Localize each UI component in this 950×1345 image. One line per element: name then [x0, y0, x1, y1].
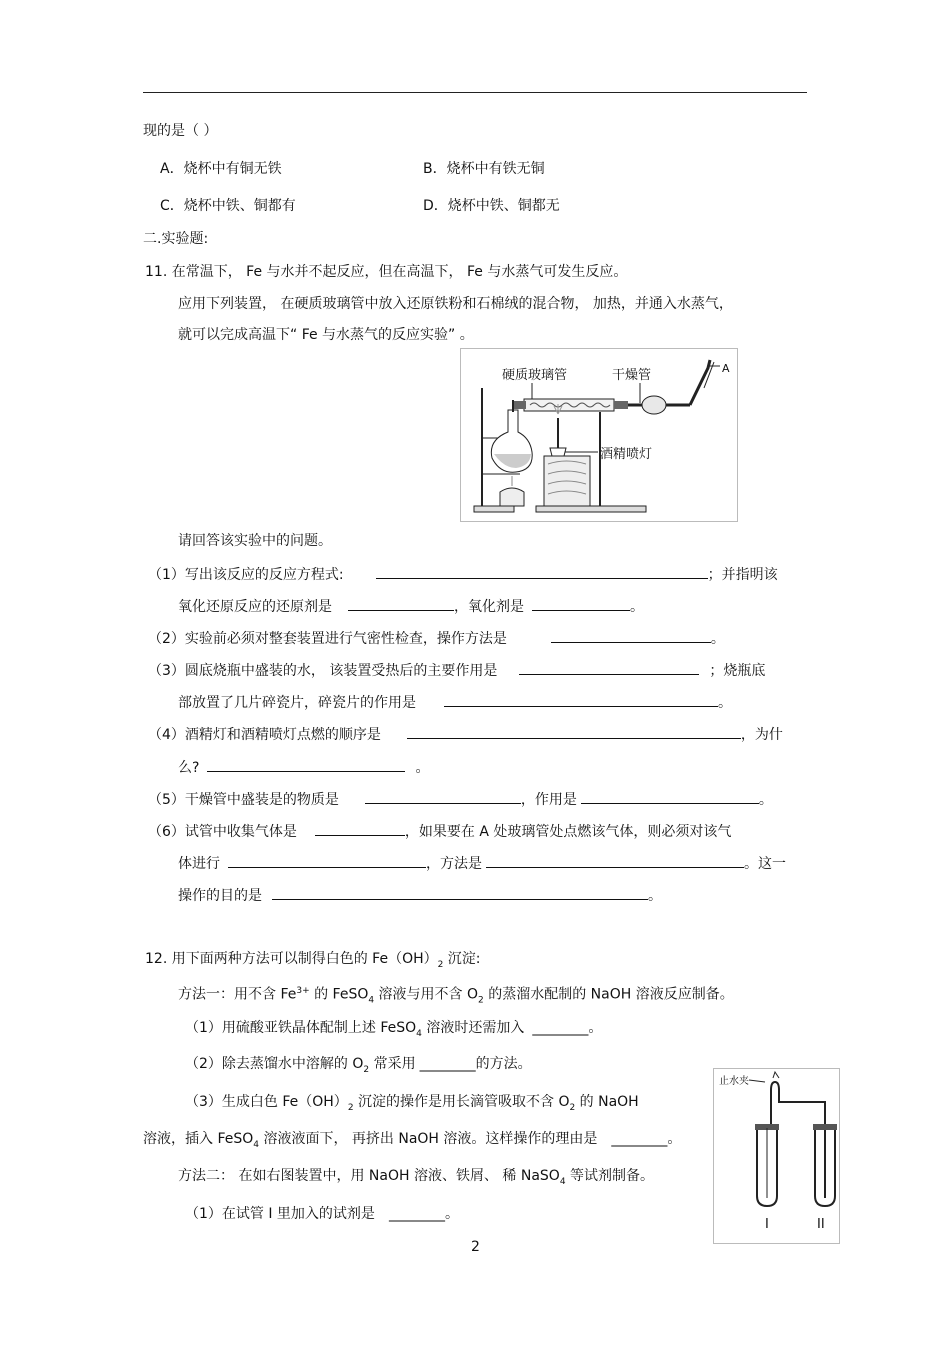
q12-sub3-sub3: 4 — [253, 1139, 259, 1150]
q12-line1 — [145, 950, 481, 974]
q12-sub3-b: 沉淀的操作是用长滴管吸取不含 O — [353, 1094, 570, 1110]
answer-blank-chips-role[interactable] — [444, 692, 718, 707]
label-hard-glass-tube: 硬质玻璃管 — [502, 368, 568, 383]
q12-sub3-sub2: 2 — [569, 1102, 576, 1113]
q12-sub3-end: 。 — [667, 1131, 682, 1147]
q12-method2-part1-end: 。 — [444, 1206, 459, 1222]
q11-part4-line1 — [148, 724, 783, 744]
q11-part3-line2 — [178, 692, 732, 712]
q11-part1-text: （1）写出该反应的反应方程式: — [148, 567, 344, 583]
q12-line1-sub: 2 — [437, 959, 444, 970]
q12-sub1-a: （1）用硫酸亚铁晶体配制上述 FeSO — [185, 1020, 417, 1036]
label-alcohol-blowtorch: 酒精喷灯 — [600, 447, 653, 462]
answer-blank-lighting-order[interactable] — [407, 724, 741, 739]
q11-part6-purpose: 操作的目的是 — [178, 888, 262, 904]
q11-part3-chips-text: 部放置了几片碎瓷片，碎瓷片的作用是 — [178, 695, 416, 711]
label-tube-i: I — [765, 1217, 769, 1232]
q11-part2-end: 。 — [710, 631, 725, 647]
q11-part3-end: 。 — [718, 695, 732, 711]
answer-blank-tube-i-reagent[interactable]: ________ — [388, 1206, 445, 1222]
q11-part4-text: （4）酒精灯和酒精喷灯点燃的顺序是 — [148, 727, 381, 743]
test-tube-apparatus-figure — [713, 1068, 840, 1244]
q12-sub2-b: 常采用 — [369, 1056, 416, 1072]
q11-part2 — [148, 628, 725, 648]
q12-sub3-c: 的 NaOH — [575, 1094, 639, 1110]
answer-blank-reason-operation[interactable]: ________ — [611, 1131, 668, 1147]
q12-method2-part1-a: （1）在试管 I 里加入的试剂是 — [185, 1206, 375, 1222]
q11-part5-end: 。 — [758, 792, 773, 808]
q12-sub1-sub: 4 — [416, 1028, 422, 1039]
answer-blank-desiccant[interactable] — [365, 789, 521, 804]
q11-prompt: 请回答该实验中的问题。 — [178, 533, 332, 549]
q12-sub2-sub: 2 — [363, 1064, 370, 1075]
page-number: 2 — [471, 1239, 480, 1255]
answer-blank-desiccant-role[interactable] — [581, 789, 759, 804]
answer-blank-purpose[interactable] — [272, 885, 648, 900]
label-stop-clamp: 止水夹 — [719, 1076, 749, 1087]
q11-part6-text: （6）试管中收集气体是 — [148, 824, 297, 840]
q11-line3: 就可以完成高温下“ Fe 与水蒸气的反应实验” 。 — [178, 327, 474, 343]
q11-part3-line1 — [148, 660, 765, 680]
q12-method1-d: 的蒸溜水配制的 NaOH 溶液反应制备。 — [483, 986, 734, 1003]
q12-method2-sub: 4 — [559, 1176, 566, 1187]
q12-method1-c: 溶液与用不含 O — [374, 986, 479, 1003]
q12-sub3-line2 — [143, 1130, 681, 1154]
q11-part4-why: 么? — [178, 760, 200, 776]
q12-sub1 — [185, 1019, 602, 1043]
q12-sub2-a: （2）除去蒸馏水中溶解的 O — [185, 1056, 364, 1072]
q11-part4-end: 。 — [415, 760, 430, 776]
q11-part4-line2 — [178, 757, 429, 777]
q11-part3-text: （3）圆底烧瓶中盛装的水， 该装置受热后的主要作用是 — [148, 663, 498, 679]
q12-sub1-end: 。 — [588, 1020, 603, 1036]
q11-part6-line3 — [178, 885, 662, 905]
q12-method1 — [178, 982, 734, 1009]
q11-line1: 11. 在常温下， Fe 与水并不起反应，但在高温下， Fe 与水蒸气可发生反应。 — [145, 264, 628, 280]
q12-method2-part1 — [185, 1205, 459, 1223]
q12-line1-text: 12. 用下面两种方法可以制得白色的 Fe（OH） — [145, 951, 438, 967]
q11-part1-line2 — [178, 596, 644, 616]
q12-sub3-e: 溶液液面下， 再挤出 NaOH 溶液。这样操作的理由是 — [259, 1131, 598, 1147]
q10-option-c: C．烧杯中铁、铜都有 — [160, 198, 296, 214]
steam-apparatus-figure — [460, 348, 738, 522]
q12-method2 — [178, 1167, 654, 1191]
q10-option-d: D．烧杯中铁、铜都无 — [423, 198, 560, 214]
label-tube-ii: II — [817, 1217, 825, 1232]
answer-blank-method[interactable] — [486, 853, 744, 868]
q11-part1-oxidant-text: ，氧化剂是 — [454, 599, 524, 615]
q11-part4-tail: ，为什 — [740, 727, 783, 743]
q11-part6-end: 。 — [648, 888, 662, 904]
q10-stem-end: 现的是（ ） — [143, 123, 218, 139]
q12-sub1-b: 溶液时还需加入 — [421, 1020, 525, 1036]
q12-sub3-d: 溶液，插入 FeSO — [143, 1131, 254, 1147]
q11-part1-tail: ；并指明该 — [707, 567, 778, 583]
q11-part5-text: （5）干燥管中盛装是的物质是 — [148, 792, 339, 808]
q10-option-a: A．烧杯中有铜无铁 — [160, 161, 282, 177]
answer-blank-reason[interactable] — [207, 757, 405, 772]
q11-part1-reductant-text: 氧化还原反应的还原剂是 — [178, 599, 332, 615]
q12-sub2-end: 的方法。 — [475, 1056, 532, 1072]
q12-line1-end: 沉淀: — [443, 951, 481, 967]
q12-method2-b: 等试剂制备。 — [565, 1168, 654, 1184]
answer-blank-equation[interactable] — [376, 564, 708, 579]
q12-sub3-line1 — [185, 1093, 639, 1117]
q12-sub3-sub: 2 — [347, 1102, 354, 1113]
q11-part1-end: 。 — [630, 599, 644, 615]
answer-blank-water-role[interactable] — [519, 660, 699, 675]
q11-part6-do: 体进行 — [178, 856, 220, 872]
q11-part5-role: ，作用是 — [520, 792, 577, 808]
q11-part6-line2 — [178, 853, 786, 873]
q11-part6-tail: 。这一 — [744, 856, 786, 872]
q12-method1-sub2: 2 — [478, 995, 484, 1006]
q12-method1-sub1: 4 — [368, 995, 375, 1006]
answer-blank-reductant[interactable] — [348, 596, 454, 611]
q11-part1-line1 — [148, 564, 778, 584]
answer-blank-airtightness[interactable] — [551, 628, 711, 643]
q12-sub3-a: （3）生成白色 Fe（OH） — [185, 1094, 348, 1110]
answer-blank-deoxygenation[interactable]: ________ — [419, 1056, 476, 1072]
q11-part6-method: ，方法是 — [426, 856, 482, 872]
section-title: 二.实验题: — [143, 231, 209, 247]
q11-part6-cont: ，如果要在 A 处玻璃管处点燃该气体，则必须对该气 — [404, 824, 732, 840]
q11-part6-line1 — [148, 821, 731, 841]
header-rule — [143, 92, 807, 93]
label-drying-tube: 干燥管 — [612, 368, 652, 383]
answer-blank-additive[interactable]: ________ — [532, 1020, 589, 1036]
q12-sub2 — [185, 1055, 532, 1079]
q12-method1-a: 方法一：用不含 Fe — [178, 986, 297, 1003]
q12-method2-a: 方法二： 在如右图装置中，用 NaOH 溶液、铁屑、 稀 NaSO — [178, 1168, 560, 1184]
q11-part2-text: （2）实验前必须对整套装置进行气密性检查，操作方法是 — [148, 631, 507, 647]
q12-method1-b: 的 FeSO — [309, 986, 369, 1003]
q11-line2: 应用下列装置， 在硬质玻璃管中放入还原铁粉和石棉绒的混合物， 加热，并通入水蒸气， — [178, 296, 733, 312]
q11-part5 — [148, 789, 773, 809]
answer-blank-oxidant[interactable] — [532, 596, 630, 611]
q10-option-b: B．烧杯中有铁无铜 — [423, 161, 545, 177]
q11-part3-tail: ；烧瓶底 — [709, 663, 766, 679]
answer-blank-gas[interactable] — [315, 821, 405, 836]
q12-method1-sup: 3+ — [296, 986, 310, 996]
answer-blank-operation[interactable] — [228, 853, 426, 868]
label-point-a: A — [722, 362, 730, 375]
